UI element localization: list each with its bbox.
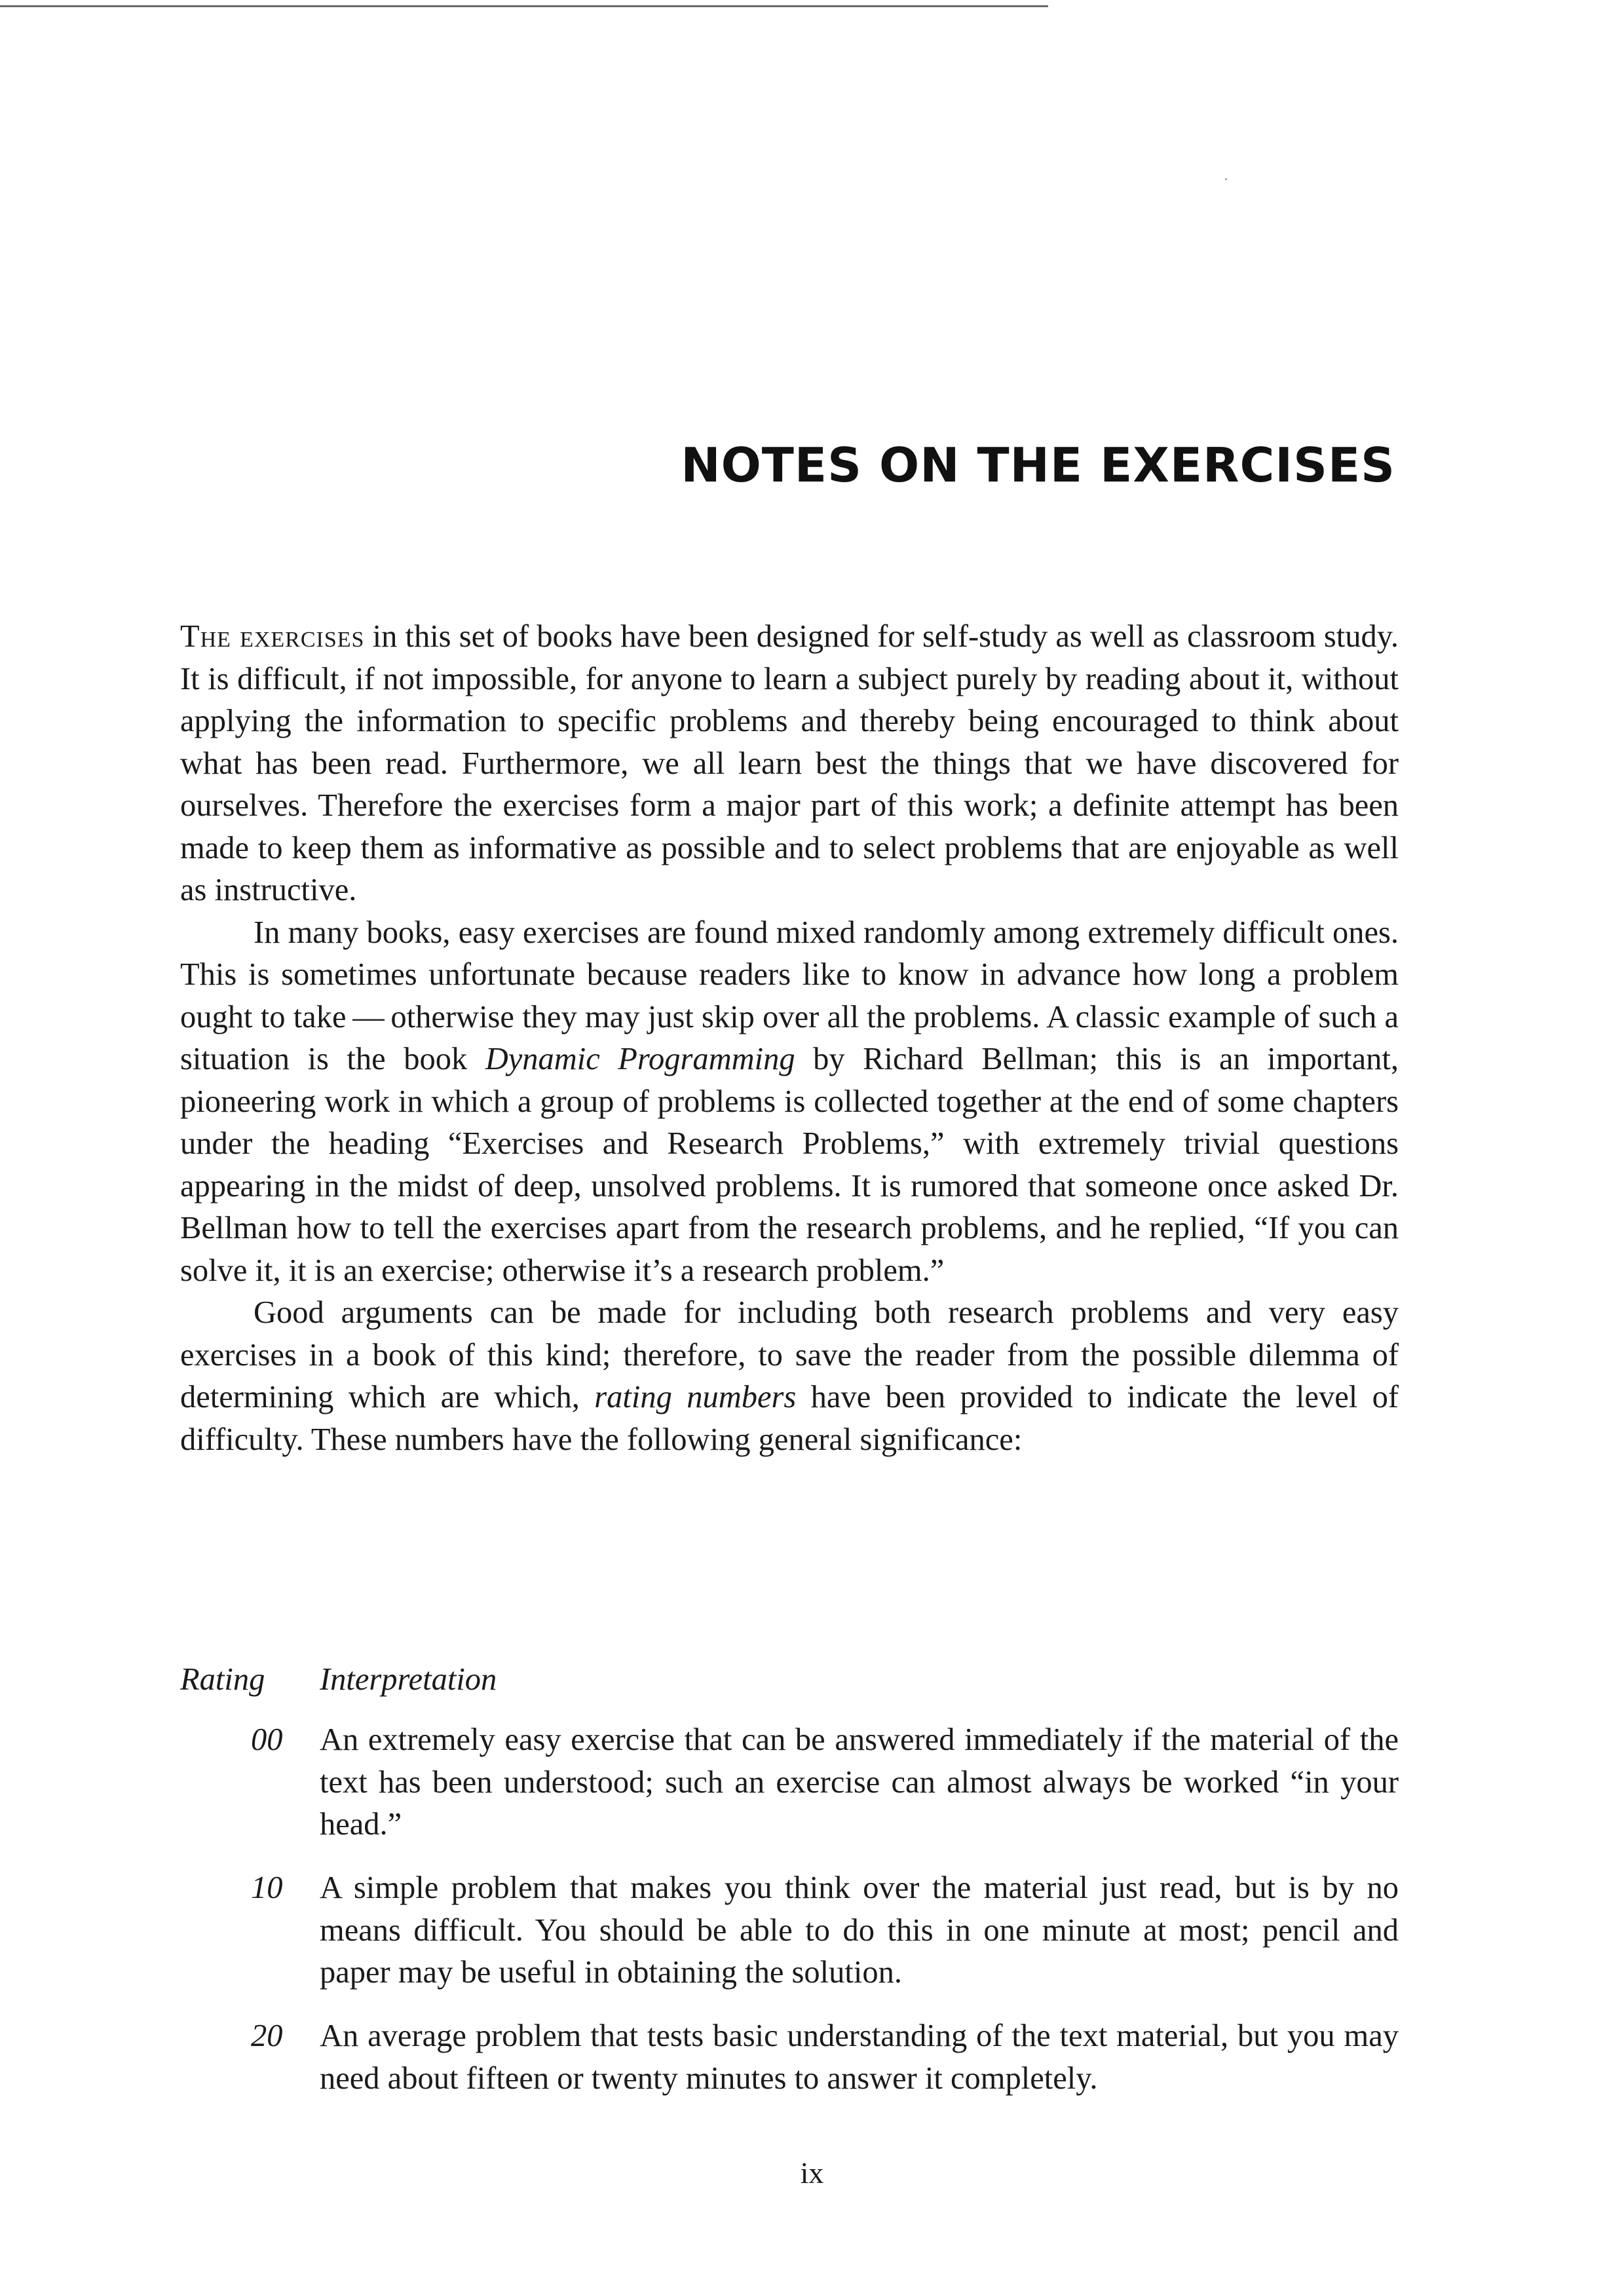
rating-interpretation: An extremely easy exercise that can be answered immediately if the material of the text has been understood; such an exercise can almost always be worked “in your head.”: [320, 1722, 1399, 1842]
rating-row-00: [180, 1719, 1399, 1846]
header-rating: Rating: [180, 1662, 265, 1697]
scan-speck: [1225, 178, 1227, 180]
paragraph-1-text: in this set of books have been designed for self-study as well as classroom study. It is difficult, if not impossible, for anyone to learn a subject purely by reading about it, without applying the information to specific problems and thereby being encouraged to think about what has been read. Furthermore, we all learn best the things that we have discovered for ourselves. Therefore the exercises form a major part of this work; a definite attempt has been made to keep them as informative as possible and to select problems that are enjoyable as well as instructive.: [180, 619, 1399, 907]
top-rule: [0, 5, 1048, 7]
header-interpretation: Interpretation: [320, 1662, 497, 1697]
rating-row-20: [180, 2015, 1399, 2100]
book-title-dynamic-programming: Dynamic Programming: [485, 1042, 795, 1076]
rating-number: 00: [251, 1722, 283, 1757]
page-title: NOTES ON THE EXERCISES: [681, 438, 1395, 493]
paragraph-3: [180, 1292, 1399, 1461]
paragraph-2: [180, 912, 1399, 1293]
rating-row-10: [180, 1867, 1399, 1994]
rating-interpretation: A simple problem that makes you think over the material just read, but is by no means difficult. You should be able to do this in one minute at most; pencil and paper may be useful in obtaining the solution.: [320, 1870, 1399, 1990]
term-rating-numbers: rating numbers: [594, 1380, 797, 1414]
paragraph-1: [180, 616, 1399, 912]
paragraph-2-text-b: by Richard Bellman; this is an important, pioneering work in which a group of problems is collected together at the end of some chapters under the heading “Exercises and Research Problems,” with extremely trivial questions appearing in the midst of deep, unsolved problems. It is rumored that someone once asked Dr. Bellman how to tell the exercises apart from the research problems, and he replied, “If you can solve it, it is an exercise; otherwise it’s a research problem.”: [180, 1042, 1399, 1288]
rating-number: 10: [251, 1870, 283, 1905]
lead-in-smallcaps: The exercises: [180, 619, 365, 654]
rating-number: 20: [251, 2018, 283, 2053]
body-text: [180, 616, 1399, 1461]
ratings-table-header: [180, 1661, 497, 1697]
paragraph-3-text-b: have been provided to indicate the level of difficulty. These numbers have the following general significance:: [180, 1380, 1399, 1457]
rating-interpretation: An average problem that tests basic understanding of the text material, but you may need about fifteen or twenty minutes to answer it completely.: [320, 2018, 1399, 2096]
paragraph-2-text-a: In many books, easy exercises are found mixed randomly among extremely difficult ones. This is sometimes unfortunate because readers like to know in advance how long a problem ought to take — otherwise they may just skip over all the problems. A classic example of such a situation is the book: [180, 915, 1399, 1076]
page-number: ix: [800, 2156, 824, 2189]
paragraph-3-text-a: Good arguments can be made for including both research problems and very easy exercises in a book of this kind; therefore, to save the reader from the possible dilemma of determining which are which,: [180, 1295, 1399, 1414]
